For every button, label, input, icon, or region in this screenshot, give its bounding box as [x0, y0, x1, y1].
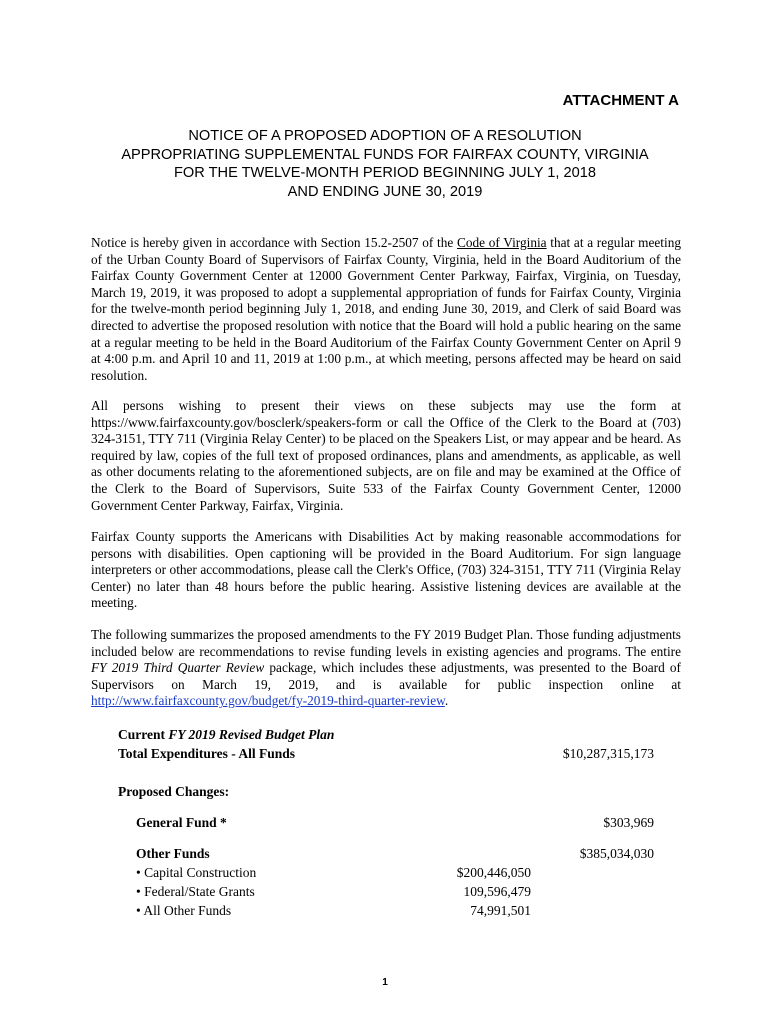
current-budget-heading: Current FY 2019 Revised Budget Plan	[118, 727, 335, 742]
paragraph-summary	[91, 627, 681, 710]
bullet-icon: •	[136, 903, 141, 918]
bullet-icon: •	[136, 884, 141, 899]
total-expenditures-label: Total Expenditures - All Funds	[118, 746, 296, 761]
paragraph-ada: Fairfax County supports the Americans with Disabilities Act by making reasonable accommodations for persons with disabilities. Open captioning will be provided in the Board Auditorium. For sign language interpreters or other accommodations, please call the Clerk's Office, (703) 324-3151, TTY 711 (Virginia Relay Center) no later than 48 hours before the public hearing. Assistive listening devices are available at the meeting.	[91, 529, 681, 611]
p1-text: Notice is hereby given in accordance with Section 15.2-2507 of the	[91, 235, 457, 250]
general-fund-value: $303,969	[603, 815, 654, 830]
proposed-changes-label: Proposed Changes:	[118, 784, 230, 799]
p4-text: package, which includes these adjustments, was presented to the Board of Supervisors on March 19, 2019, and is available for public inspection online at	[91, 660, 681, 692]
budget-review-link[interactable]: http://www.fairfaxcounty.gov/budget/fy-2019-third-quarter-review	[91, 693, 445, 709]
notice-title	[90, 127, 680, 201]
paragraph-persons: All persons wishing to present their views on these subjects may use the form at https://www.fairfaxcounty.gov/bosclerk/speakers-form or call the Office of the Clerk to the Board at (703) 324-3151, TTY 711 (Virginia Relay Center) to be placed on the Speakers List, or may appear and be heard. As required by law, copies of the full text of proposed ordinances, plans and amendments, as applicable, as well as other documents relating to the aforementioned subjects, are on file and may be examined at the Office of the Clerk to the Board of Supervisors, Suite 533 of the Fairfax County Government Center, 12000 Government Center Parkway, Fairfax, Virginia.	[91, 398, 681, 513]
p4-emphasis: FY 2019 Third Quarter Review	[91, 660, 265, 676]
title-line: APPROPRIATING SUPPLEMENTAL FUNDS FOR FAIRFAX COUNTY, VIRGINIA	[121, 146, 649, 163]
title-line: FOR THE TWELVE-MONTH PERIOD BEGINNING JULY 1, 2018	[174, 165, 596, 181]
page-number: 1	[382, 977, 388, 988]
other-funds-value: $385,034,030	[579, 846, 654, 861]
list-item-value: $200,446,050	[456, 865, 531, 880]
other-funds-label: Other Funds	[136, 846, 210, 861]
title-line: AND ENDING JUNE 30, 2019	[287, 183, 483, 200]
p4-text: The following summarizes the proposed amendments to the FY 2019 Budget Plan. Those funding adjustments included below are recommendations to revise funding levels in existing agencies and programs. The entire	[91, 627, 681, 659]
total-expenditures-value: $10,287,315,173	[562, 746, 654, 761]
p1-text: that at a regular meeting of the Urban County Board of Supervisors of Fairfax County, Virginia, held in the Board Auditorium of the Fairfax County Government Center at 12000 Government Center Parkway, Fairfax, Virginia, on Tuesday, March 19, 2019, it was proposed to adopt a supplemental appropriation of funds for Fairfax County, Virginia for the twelve-month period beginning July 1, 2018, and ending June 30, 2019, and Clerk of said Board was directed to advertise the proposed resolution with notice that the Board will hold a public hearing on the same at a regular meeting to be held in the Board Auditorium of the Fairfax County Government Center on April 9 at 4:00 p.m. and April 10 and 11, 2019 at 1:00 p.m., at which meeting, persons affected may be heard on said resolution.	[91, 235, 681, 383]
code-of-virginia-ref: Code of Virginia	[457, 235, 547, 250]
list-item-value: 109,596,479	[463, 884, 531, 899]
p4-text: .	[444, 693, 449, 709]
bullet-icon: •	[136, 865, 141, 880]
paragraph-notice	[91, 235, 681, 384]
general-fund-label: General Fund *	[136, 815, 227, 830]
list-item: • All Other Funds	[136, 903, 232, 918]
attachment-label: ATTACHMENT A	[562, 92, 679, 109]
title-line: NOTICE OF A PROPOSED ADOPTION OF A RESOLUTION	[188, 128, 582, 144]
list-item-value: 74,991,501	[470, 903, 531, 918]
list-item: • Federal/State Grants	[136, 884, 255, 899]
list-item: • Capital Construction	[136, 865, 257, 880]
